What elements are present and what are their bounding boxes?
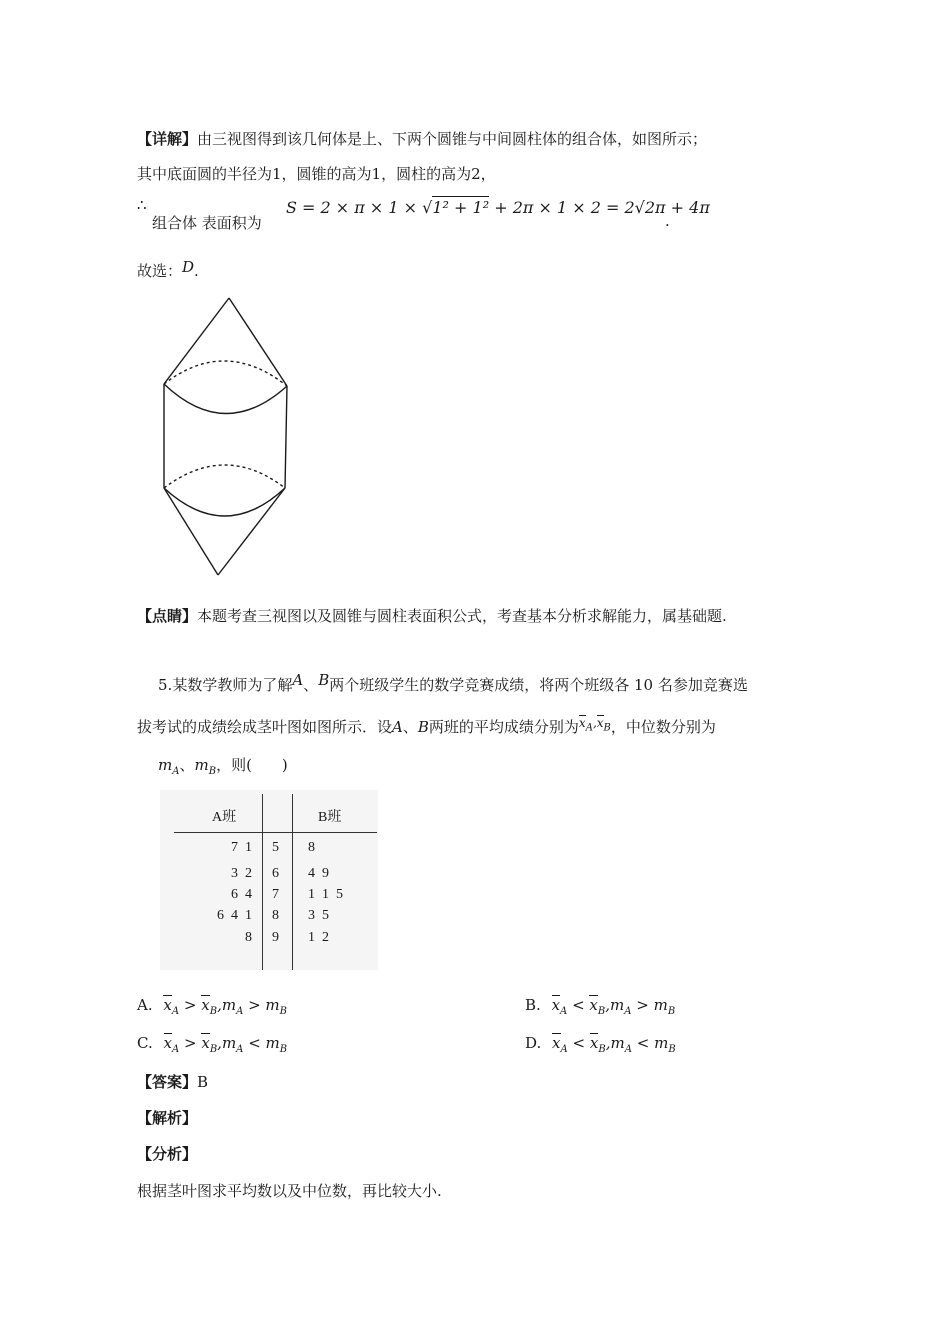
option-relation-1: <: [572, 1034, 586, 1052]
question-text-1a: 某数学教师为了解: [172, 676, 293, 694]
header-class-a: A班: [212, 810, 237, 825]
row-stem: 9: [272, 930, 279, 945]
lower-cone-left-edge: [164, 488, 218, 575]
lower-cone-right-edge: [218, 488, 285, 575]
answer-value: B: [197, 1073, 209, 1091]
lower-base-hidden-arc: [164, 465, 285, 488]
row-leaves-b: 8: [308, 840, 315, 855]
question-line-3: [158, 754, 288, 777]
formula-end: .: [665, 212, 670, 230]
option-relation-1: >: [183, 1034, 197, 1052]
cone-cylinder-figure: [155, 292, 300, 587]
question-text-2a: 拔考试的成绩绘成茎叶图如图所示．设: [137, 718, 393, 736]
detail-line-2: 其中底面圆的半径为1，圆锥的高为1，圆柱的高为2，: [137, 165, 496, 183]
analysis-tag: 【解析】: [137, 1109, 198, 1127]
cylinder-right-edge: [285, 386, 287, 488]
upper-base-hidden-arc: [164, 361, 287, 386]
stem-divider-right: [292, 794, 293, 970]
choose-prefix: 故选：: [137, 262, 183, 280]
median-a-symbol: $m_A$: [158, 756, 180, 777]
option-label: D.: [525, 1034, 542, 1052]
surface-area-formula: [286, 198, 710, 217]
row-stem: 5: [272, 840, 279, 855]
class-a-symbol: A: [292, 671, 304, 689]
option-relation-1: >: [183, 996, 197, 1014]
answer-line: [137, 1071, 208, 1092]
option-expression: $x_A > x_B,m_A > m_B$: [163, 996, 288, 1017]
option-relation-2: >: [636, 996, 649, 1014]
option-relation-1: <: [572, 996, 585, 1014]
question-line-1: [158, 671, 748, 695]
row-stem: 8: [272, 908, 279, 923]
analyze-tag: 【分析】: [137, 1145, 198, 1163]
option-d[interactable]: [525, 1034, 676, 1055]
question-number: 5.: [158, 676, 173, 694]
option-relation-2: >: [248, 996, 261, 1014]
row-leaves-a: 3 2: [231, 866, 252, 881]
option-relation-2: <: [248, 1034, 261, 1052]
row-leaves-b: 4 9: [308, 866, 329, 881]
stem-divider-left: [262, 794, 263, 970]
detail-line-3: [137, 196, 147, 218]
choose-end: .: [194, 262, 199, 280]
option-expression: $x_A < x_B,m_A < m_B$: [552, 1034, 676, 1055]
remark-tag: 【点睛】: [137, 607, 198, 625]
question-sep-2: 、: [402, 718, 418, 736]
formula-radicand: 1² + 1²: [432, 198, 490, 217]
formula-part-2: + 2π × 1 × 2 = 2√2π + 4π: [494, 198, 710, 217]
remark-text: 本题考查三视图以及圆锥与圆柱表面积公式，考查基本分析求解能力，属基础题.: [197, 607, 727, 625]
question-text-1b: 两个班级学生的数学竞赛成绩，将两个班级各 10 名参加竞赛选: [329, 676, 748, 694]
mean-symbols: xA,xB: [578, 716, 611, 734]
class-a-symbol-2: A: [392, 718, 403, 736]
header-class-b: B班: [318, 810, 342, 825]
upper-cone-right-edge: [229, 298, 287, 386]
upper-cone-left-edge: [164, 298, 229, 384]
class-b-symbol: B: [318, 671, 330, 689]
row-leaves-a: 8: [245, 930, 252, 945]
choose-line: [137, 260, 199, 281]
question-text-3a: 、: [179, 756, 195, 774]
row-stem: 7: [272, 887, 279, 902]
question-text-2c: ，中位数分别为: [610, 718, 716, 736]
detail-tag: 【详解】: [137, 130, 198, 148]
row-leaves-a: 6 4: [231, 887, 252, 902]
question-text-3b: ，则( ): [216, 756, 288, 774]
analyze-text: 根据茎叶图求平均数以及中位数，再比较大小.: [137, 1182, 442, 1200]
option-b[interactable]: [525, 996, 675, 1017]
option-relation-2: <: [636, 1034, 650, 1052]
formula-part-1: S = 2 × π × 1 × √: [286, 198, 433, 217]
row-leaves-b: 1 2: [308, 930, 329, 945]
row-leaves-b: 3 5: [308, 908, 329, 923]
stem-leaf-plot: [160, 790, 378, 970]
answer-tag: 【答案】: [137, 1073, 198, 1091]
option-expression: $x_A > x_B,m_A < m_B$: [163, 1034, 288, 1055]
detail-line-1: [137, 128, 707, 149]
option-label: B.: [525, 996, 541, 1014]
therefore-symbol: ∴: [137, 196, 147, 214]
class-b-symbol-2: B: [417, 718, 429, 736]
row-leaves-a: 6 4 1: [217, 908, 252, 923]
row-stem: 6: [272, 866, 279, 881]
median-b-symbol: $m_B$: [194, 756, 217, 777]
option-c[interactable]: [137, 1034, 287, 1055]
header-rule: [174, 832, 377, 833]
detail-text-1: 由三视图得到该几何体是上、下两个圆锥与中间圆柱体的组合体，如图所示；: [197, 130, 708, 148]
row-leaves-a: 7 1: [231, 840, 252, 855]
detail-line-3-prefix: 组合体 表面积为: [152, 214, 262, 232]
row-leaves-b: 1 1 5: [308, 887, 343, 902]
remark-line: [137, 605, 727, 626]
option-label: A.: [137, 996, 153, 1014]
question-text-2b: 两班的平均成绩分别为: [428, 718, 579, 736]
option-a[interactable]: [137, 996, 287, 1017]
option-expression: $x_A < x_B,m_A > m_B$: [551, 996, 676, 1017]
upper-base-visible-arc: [164, 384, 287, 414]
option-label: C.: [137, 1034, 153, 1052]
choose-answer: D: [182, 258, 195, 276]
question-line-2: [137, 716, 716, 738]
question-sep: 、: [303, 676, 319, 694]
